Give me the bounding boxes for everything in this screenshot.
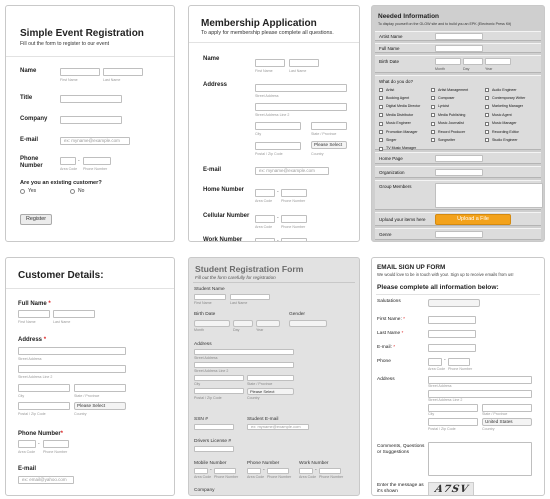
gender-select[interactable] — [289, 320, 327, 327]
role-label: Record Producer — [438, 129, 466, 134]
company-label: Company — [20, 116, 48, 122]
form-title: Membership Application — [201, 18, 317, 29]
role-checkbox[interactable] — [431, 130, 435, 134]
role-checkbox[interactable] — [431, 122, 435, 126]
comments-textarea[interactable] — [428, 442, 532, 476]
phone-number-input[interactable] — [448, 358, 470, 366]
role-checkbox[interactable] — [485, 113, 489, 117]
email-input[interactable]: ex: myname@example.com — [255, 167, 329, 175]
role-label: Recording Editor — [492, 129, 519, 134]
student-email-input[interactable]: ex: myname@example.com — [247, 424, 309, 430]
form-description: Fill out the form to register to our event — [20, 41, 110, 47]
drivers-license-input[interactable] — [194, 446, 234, 452]
street-address-input[interactable] — [194, 349, 294, 355]
role-checkbox[interactable] — [379, 96, 383, 100]
ssn-input[interactable] — [194, 424, 234, 430]
area-code-sublabel: Area Code — [60, 167, 78, 171]
area-code-input[interactable] — [60, 157, 76, 165]
country-select[interactable]: Please Select — [311, 141, 347, 149]
role-label: Artist — [386, 87, 395, 92]
role-label: Audio Engineer — [492, 87, 517, 92]
role-label: Contemporary Writer — [492, 95, 526, 100]
postal-input[interactable] — [428, 418, 478, 426]
state-input[interactable] — [311, 122, 347, 130]
role-label: TV Music Manager — [386, 146, 417, 151]
company-input[interactable] — [60, 116, 122, 124]
form-subheading: Please complete all information below: — [377, 284, 499, 291]
role-label: Music Manager — [492, 121, 517, 126]
mobile-number-input[interactable] — [214, 468, 236, 474]
street-address-input[interactable] — [18, 347, 126, 355]
full-name-input[interactable] — [435, 45, 483, 52]
role-checkbox[interactable] — [379, 130, 383, 134]
birth-month-select[interactable] — [435, 58, 461, 65]
upload-file-button[interactable]: Upload a File — [435, 214, 511, 225]
street-address-2-input[interactable] — [18, 365, 126, 373]
city-input[interactable] — [18, 384, 70, 392]
street-address-input[interactable] — [255, 84, 347, 92]
no-radio[interactable] — [70, 189, 75, 194]
role-checkbox[interactable] — [485, 96, 489, 100]
cell-area-input[interactable] — [255, 215, 275, 223]
phone-number-sublabel: Phone Number — [83, 167, 108, 171]
role-checkbox[interactable] — [379, 122, 383, 126]
email-input[interactable]: ex: myname@example.com — [60, 137, 130, 145]
last-name-input[interactable] — [230, 294, 270, 300]
last-name-input[interactable] — [428, 330, 476, 338]
city-input[interactable] — [194, 375, 244, 381]
phone-number-input[interactable] — [267, 468, 289, 474]
title-label: Title — [20, 95, 33, 101]
role-checkbox[interactable] — [431, 138, 435, 142]
last-name-sublabel: Last Name — [103, 78, 121, 82]
role-label: Composer — [438, 95, 455, 100]
organization-input[interactable] — [435, 169, 483, 176]
state-input[interactable] — [74, 384, 126, 392]
country-select[interactable]: United States — [482, 418, 532, 426]
home-area-input[interactable] — [255, 189, 275, 197]
needed-information-form: Needed Information To display yourself on the GLOW site and to build you an EPK (Electronic Press Kit) Artist Name Full Name Birth Date Month Day Year What do you do? Artist Artist Management Audio Engineer Booking Agent Composer Contemporary Writer Digital Media Director Lyricist Marketing Manager Media Distributor Media Publishing Music Agent Music Engineer Music Journalist Music Manager Promotion Manager Record Producer Recording Editor Singer Songwriter Studio Engineer TV Music Manager Home Page Organization Group Members Upload your items here Upload a File Genre — [371, 5, 545, 242]
role-checkbox[interactable] — [431, 88, 435, 92]
yes-label: Yes — [28, 188, 37, 194]
email-input[interactable]: ex: email@yahoo.com — [18, 476, 74, 484]
first-name-input[interactable] — [194, 294, 226, 300]
role-checkbox[interactable] — [485, 105, 489, 109]
salutations-select[interactable] — [428, 299, 480, 307]
form-description: We would love to be in touch with you!. Sign up to receive emails from us! — [377, 272, 514, 277]
birth-month-select[interactable] — [194, 320, 230, 327]
phone-area-input[interactable] — [247, 468, 261, 474]
form-title: Customer Details: — [18, 270, 104, 281]
role-label: Music Engineer — [386, 121, 411, 126]
street-address-2-input[interactable] — [428, 390, 532, 398]
street-address-2-input[interactable] — [194, 362, 294, 368]
role-label: Media Distributor — [386, 112, 414, 117]
genre-select[interactable] — [435, 231, 483, 238]
postal-input[interactable] — [255, 142, 301, 150]
no-label: No — [78, 188, 85, 194]
comments-label: Comments, Questions or Suggestions — [377, 444, 425, 455]
address-label: Address — [203, 82, 228, 88]
street-address-2-input[interactable] — [255, 103, 347, 111]
register-button[interactable]: Register — [20, 214, 52, 225]
role-checkbox[interactable] — [485, 130, 489, 134]
email-label: E-mail — [20, 137, 39, 143]
role-label: Booking Agent — [386, 95, 410, 100]
street-address-input[interactable] — [428, 376, 532, 384]
role-label: Digital Media Director — [386, 104, 421, 109]
city-input[interactable] — [428, 404, 478, 412]
name-label: Name — [203, 56, 220, 62]
home-number-input[interactable] — [281, 189, 307, 197]
captcha-label: Enter the message as it's shown — [377, 483, 424, 494]
role-label: Singer — [386, 137, 397, 142]
state-input[interactable] — [482, 404, 532, 412]
work-area-input[interactable] — [255, 238, 275, 242]
country-select[interactable]: Please Select — [74, 402, 126, 410]
form-description: To apply for membership please complete all questions. — [201, 30, 334, 36]
last-name-input[interactable] — [289, 59, 319, 67]
form-title: Student Registration Form — [195, 264, 304, 274]
last-name-input[interactable] — [53, 310, 95, 318]
customer-question: Are you an existing customer? — [20, 180, 102, 186]
work-number-input[interactable] — [281, 238, 307, 242]
area-code-input[interactable] — [18, 440, 36, 448]
captcha-image: A7SV — [428, 482, 474, 496]
role-label: Music Agent — [492, 112, 512, 117]
postal-input[interactable] — [194, 388, 244, 394]
cell-number-input[interactable] — [281, 215, 307, 223]
home-number-label: Home Number — [203, 187, 245, 193]
form-description: To display yourself on the GLOW site and to build you an EPK (Electronic Press Kit) — [378, 22, 512, 26]
role-checkbox[interactable] — [379, 138, 383, 142]
name-label: Name — [20, 68, 37, 74]
role-label: Studio Engineer — [492, 137, 518, 142]
artist-name-input[interactable] — [435, 33, 483, 40]
role-checkbox[interactable] — [431, 96, 435, 100]
birth-year-select[interactable] — [485, 58, 511, 65]
form-description: Fill out the form carefully for registration — [195, 275, 276, 280]
membership-application-form: Membership Application To apply for membership please complete all questions. Name First Name Last Name Address Street Address Street Address Line 2 City State / Province Please Select Postal / Zip Code Country E-mail ex: myname@example.com Home Number - Area Code Phone Number Cellular Number - Area Code Phone Number Work Number - — [188, 5, 360, 242]
group-members-textarea[interactable] — [435, 183, 543, 208]
form-title: Needed Information — [378, 13, 440, 20]
role-label: Promotion Manager — [386, 129, 418, 134]
role-checkbox[interactable] — [379, 105, 383, 109]
birth-year-select[interactable] — [256, 320, 280, 327]
first-name-input[interactable] — [60, 68, 100, 76]
address-label: Address * — [18, 337, 47, 343]
role-checkbox[interactable] — [379, 113, 383, 117]
full-name-label: Full Name * — [18, 301, 51, 307]
role-checkbox[interactable] — [485, 122, 489, 126]
role-checkbox[interactable] — [379, 88, 383, 92]
phone-area-input[interactable] — [428, 358, 442, 366]
phone-label: Phone Number — [20, 156, 43, 169]
role-label: Songwriter — [438, 137, 456, 142]
work-number-input[interactable] — [319, 468, 341, 474]
home-page-input[interactable] — [435, 155, 483, 162]
first-name-input[interactable] — [255, 59, 285, 67]
form-title: Simple Event Registration — [20, 28, 144, 39]
simple-event-registration-form: Simple Event Registration Fill out the form to register to our event Name First Name Last Name Title Company E-mail ex: myname@example.com Phone Number - Area Code Phone Number Are you an existing customer? Yes No Register — [5, 5, 175, 242]
role-checkbox[interactable] — [431, 105, 435, 109]
postal-input[interactable] — [18, 402, 70, 410]
what-do-you-do-label: What do you do? — [379, 79, 414, 84]
customer-details-form: Customer Details: Full Name * First Name Last Name Address * Street Address Street Address Line 2 City State / Province Please Select Postal / Zip Code Country Phone Number* - Area Code Phone Number E-mail ex: email@yahoo.com — [5, 257, 175, 496]
role-label: Marketing Manager — [492, 104, 523, 109]
last-name-input[interactable] — [103, 68, 143, 76]
cellular-number-label: Cellular Number — [203, 213, 250, 219]
city-input[interactable] — [255, 122, 301, 130]
email-label: E-mail — [18, 466, 37, 472]
country-select[interactable]: Please Select — [247, 388, 294, 395]
role-label: Lyricist — [438, 104, 450, 109]
state-input[interactable] — [247, 375, 294, 381]
student-registration-form: Student Registration Form Fill out the form carefully for registration Student Name First Name Last Name Birth Date Month Day Year Gender Address Street Address Street Address Line 2 City State / Province Please Select Postal / Zip Code Country SSN # Student E-mail ex: myname@example.com Drivers License # Mobile Number - Area Code Phone Number Phone Number - Area Code Phone Number Work Number - Area Code Phone Number Company — [188, 257, 360, 496]
mobile-area-input[interactable] — [194, 468, 208, 474]
first-name-input[interactable] — [18, 310, 50, 318]
role-label: Music Journalist — [438, 121, 464, 126]
email-input[interactable] — [428, 344, 476, 352]
phone-number-input[interactable] — [43, 440, 69, 448]
birth-day-select[interactable] — [233, 320, 253, 327]
email-label: E-mail — [203, 167, 222, 173]
role-label: Artist Management — [438, 87, 469, 92]
role-label: Media Publishing — [438, 112, 466, 117]
yes-radio[interactable] — [20, 189, 25, 194]
phone-number-label: Phone Number* — [18, 431, 64, 437]
title-input[interactable] — [60, 95, 122, 103]
role-checkbox[interactable] — [431, 113, 435, 117]
first-name-input[interactable] — [428, 316, 476, 324]
birth-day-select[interactable] — [463, 58, 483, 65]
work-area-input[interactable] — [299, 468, 313, 474]
role-checkbox[interactable] — [485, 138, 489, 142]
role-checkbox[interactable] — [379, 147, 383, 151]
form-title: EMAIL SIGN UP FORM — [377, 264, 446, 271]
email-signup-form: EMAIL SIGN UP FORM We would love to be in touch with you!. Sign up to receive emails from us! Please complete all information below: Salutations First Name: * Last Name * E-mail: * Phone - Area Code Phone Number Address Street Address Street Address Line 2 City State / Province United States Postal / Zip Code Country Comments, Questions or Suggestions Enter the message as it's shown A7SV — [371, 257, 545, 496]
first-name-sublabel: First Name — [60, 78, 78, 82]
work-number-label: Work Number — [203, 237, 243, 242]
role-checkbox[interactable] — [485, 88, 489, 92]
phone-number-input[interactable] — [83, 157, 111, 165]
